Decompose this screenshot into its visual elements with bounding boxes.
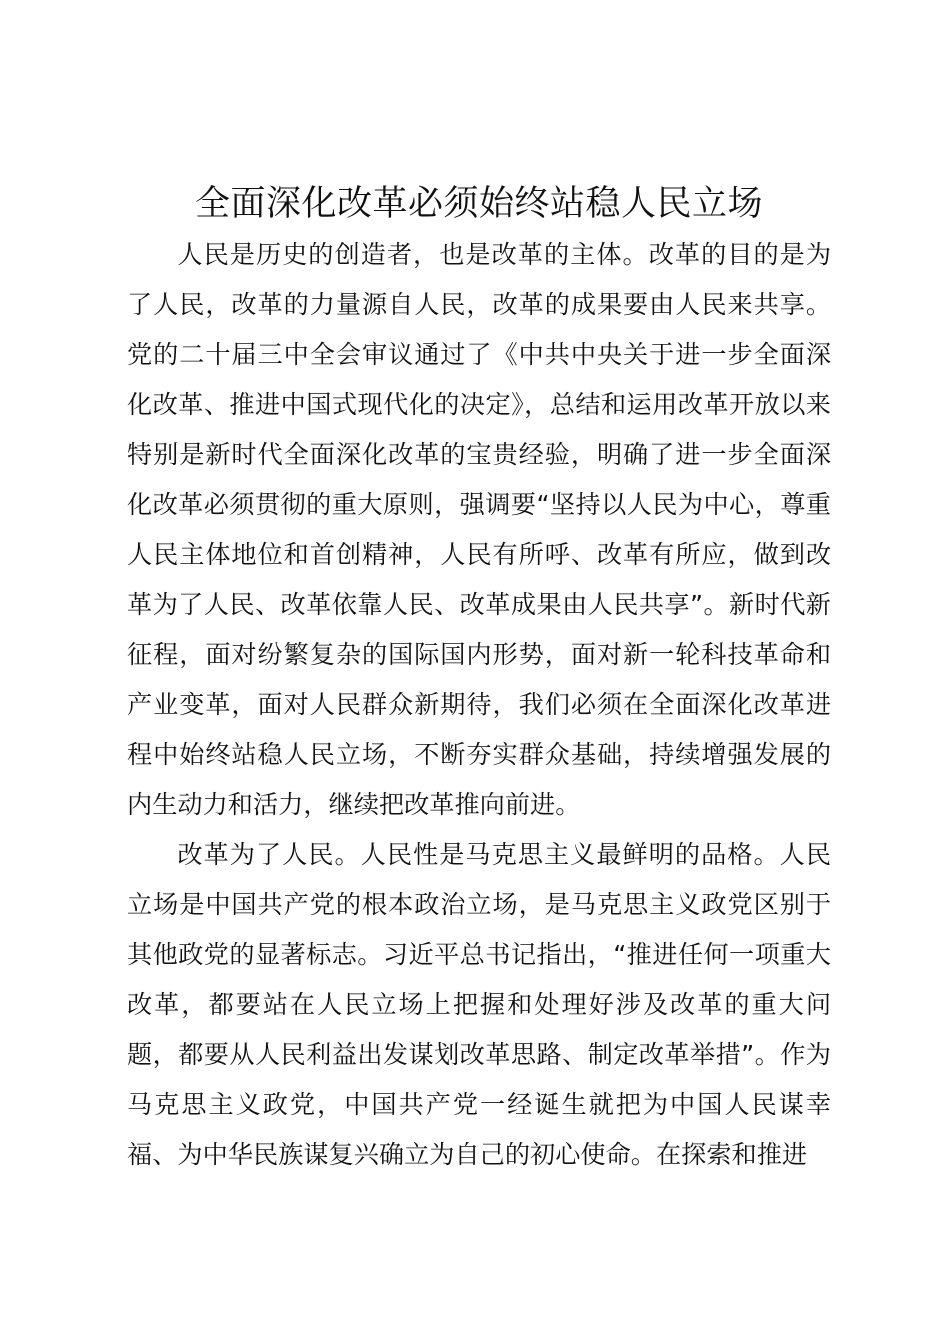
paragraph-2: 改革为了人民。人民性是马克思主义最鲜明的品格。人民立场是中国共产党的根本政治立场，是马克思主义政党区别于其他政党的显著标志。习近平总书记指出，“推进任何一项重大改革，都要站在人民立场上把握和处理好涉及改革的重大问题，都要从人民利益出发谋划改革思路、制定改革举措”。作为马克思主义政党，中国共产党一经诞生就把为中国人民谋幸福、为中华民族谋复兴确立为自己的初心使命。在探索和推进 xyxy=(127,840,831,1169)
document-body xyxy=(127,230,831,1180)
document-title: 全面深化改革必须始终站稳人民立场 xyxy=(194,184,763,224)
paragraph-1: 人民是历史的创造者，也是改革的主体。改革的目的是为了人民，改革的力量源自人民，改革的成果要由人民来共享。党的二十届三中全会审议通过了《中共中央关于进一步全面深化改革、推进中国式现代化的决定》，总结和运用改革开放以来特别是新时代全面深化改革的宝贵经验，明确了进一步全面深化改革必须贯彻的重大原则，强调要“坚持以人民为中心，尊重人民主体地位和首创精神，人民有所呼、改革有所应，做到改革为了人民、改革依靠人民、改革成果由人民共享”。新时代新征程，面对纷繁复杂的国际国内形势，面对新一轮科技革命和产业变革，面对人民群众新期待，我们必须在全面深化改革进程中始终站稳人民立场，不断夯实群众基础，持续增强发展的内生动力和活力，继续把改革推向前进。 xyxy=(127,240,831,819)
